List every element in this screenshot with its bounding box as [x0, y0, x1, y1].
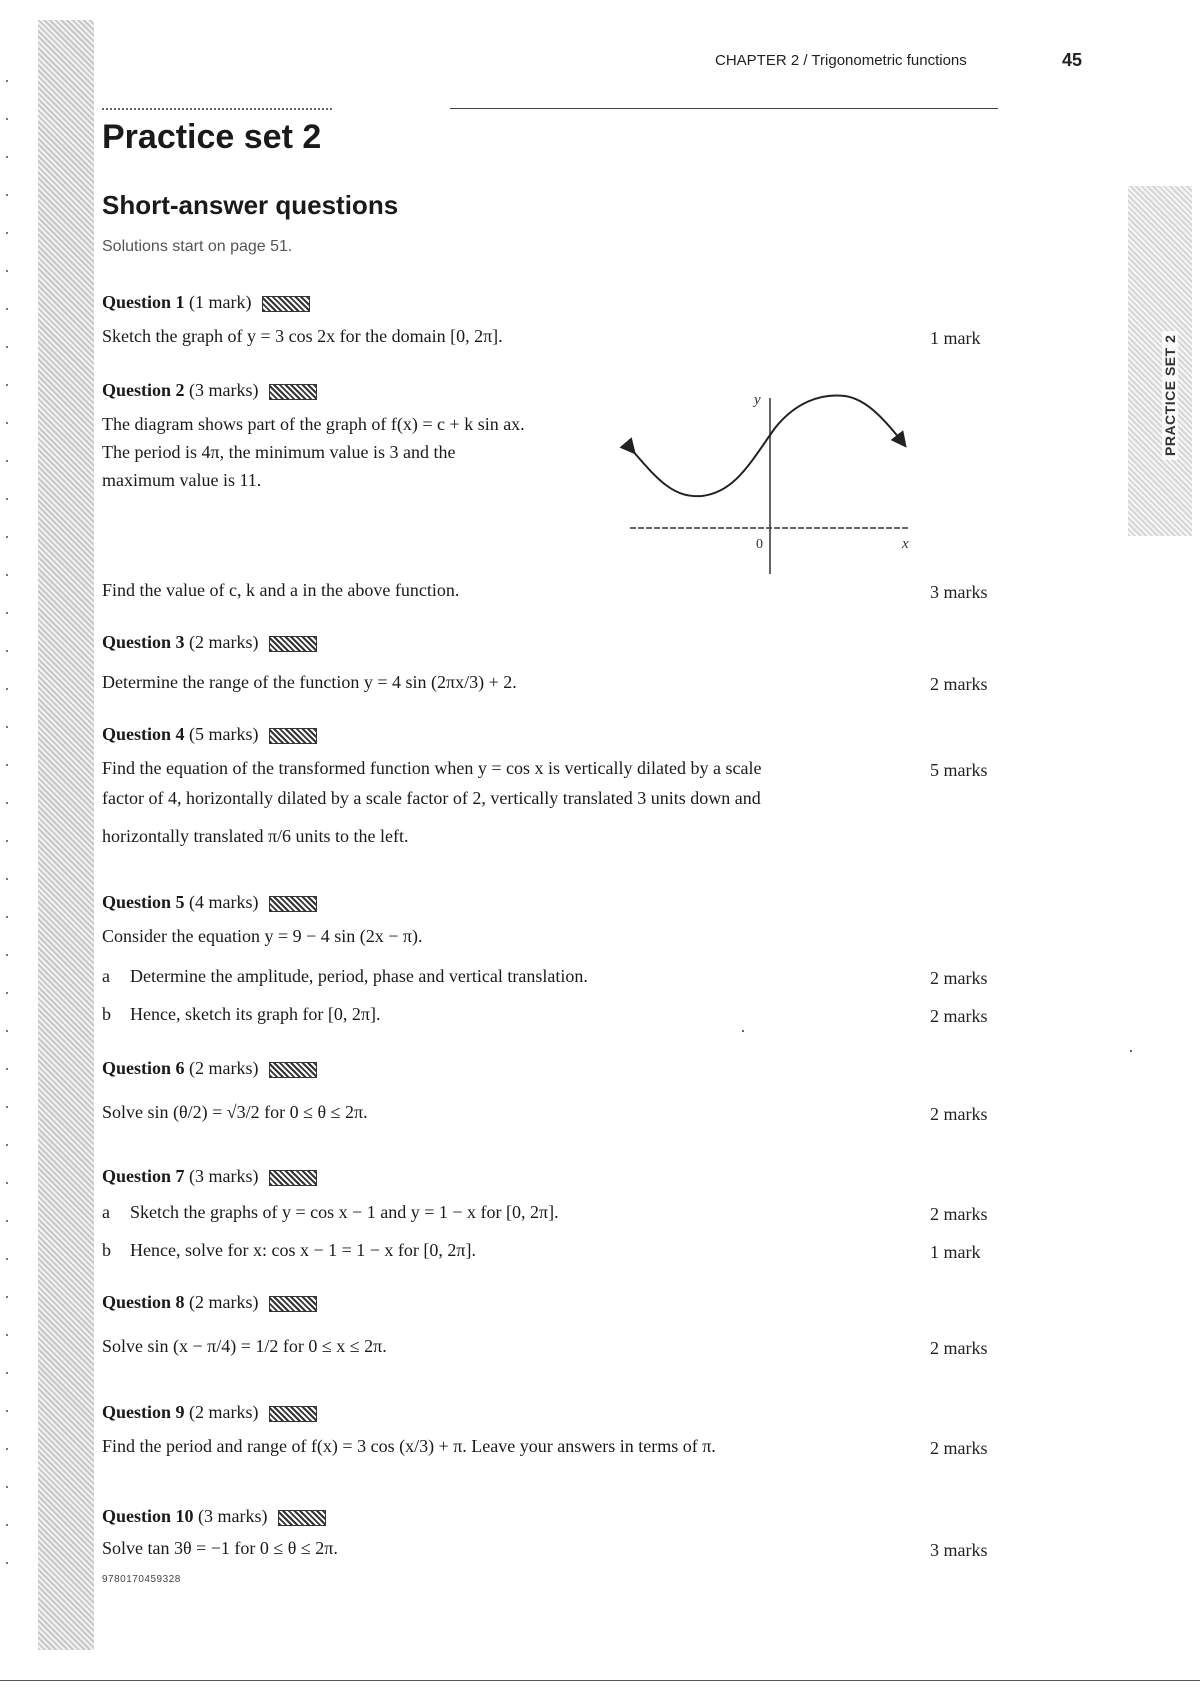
difficulty-icon — [269, 1170, 317, 1186]
question-marks-label: (2 marks) — [189, 1292, 259, 1312]
origin-label: 0 — [756, 537, 763, 552]
question-title: Question 7 — [102, 1166, 185, 1186]
question-4-marks: 5 marks — [930, 760, 988, 780]
part-label: b — [102, 1004, 111, 1024]
question-3-heading — [102, 632, 317, 653]
page-number: 45 — [1062, 50, 1083, 70]
question-9-text: Find the period and range of f(x) = 3 cos (x/3) + π. Leave your answers in terms of π. — [102, 1436, 716, 1456]
part-label: b — [102, 1240, 111, 1260]
question-3-text: Determine the range of the function y = 4 sin (2πx/3) + 2. — [102, 672, 517, 692]
page-bottom-edge — [0, 1680, 1200, 1681]
part-text: Hence, solve for x: cos x − 1 = 1 − x for [0, 2π]. — [130, 1240, 476, 1260]
question-6-heading — [102, 1058, 317, 1079]
part-label: a — [102, 1202, 110, 1222]
question-marks-label: (3 marks) — [198, 1506, 268, 1526]
question-4-text-line-3: horizontally translated π/6 units to the left. — [102, 826, 409, 846]
question-title: Question 3 — [102, 632, 185, 652]
question-2-text-line-2: The period is 4π, the minimum value is 3 and the — [102, 442, 456, 462]
question-9-marks: 2 marks — [930, 1438, 988, 1458]
question-2-text-line-4: Find the value of c, k and a in the above function. — [102, 580, 460, 600]
question-7-part-b — [102, 1240, 476, 1261]
question-7-part-a — [102, 1202, 559, 1223]
question-title: Question 1 — [102, 292, 185, 312]
question-title: Question 4 — [102, 724, 185, 744]
question-1-text: Sketch the graph of y = 3 cos 2x for the domain [0, 2π]. — [102, 326, 503, 346]
page-title: Practice set 2 — [102, 118, 322, 156]
question-4-text-line-2: factor of 4, horizontally dilated by a scale factor of 2, vertically translated 3 units down and — [102, 788, 761, 808]
part-text: Determine the amplitude, period, phase and vertical translation. — [130, 966, 588, 986]
question-marks-label: (2 marks) — [189, 1402, 259, 1422]
question-2-text-line-3: maximum value is 11. — [102, 470, 262, 490]
solutions-note: Solutions start on page 51. — [102, 238, 293, 255]
footer-isbn: 9780170459328 — [102, 1574, 181, 1585]
difficulty-icon — [269, 896, 317, 912]
difficulty-icon — [269, 728, 317, 744]
question-10-marks: 3 marks — [930, 1540, 988, 1560]
question-10-heading — [102, 1506, 326, 1527]
difficulty-icon — [278, 1510, 326, 1526]
question-5-part-a — [102, 966, 588, 987]
question-5-heading — [102, 892, 317, 913]
question-5b-marks: 2 marks — [930, 1006, 988, 1026]
question-marks-label: (4 marks) — [189, 892, 259, 912]
part-label: a — [102, 966, 110, 986]
question-5a-marks: 2 marks — [930, 968, 988, 988]
side-tab-label: PRACTICE SET 2 — [1162, 331, 1178, 460]
header-rule-right — [450, 108, 998, 109]
question-10-text: Solve tan 3θ = −1 for 0 ≤ θ ≤ 2π. — [102, 1538, 338, 1558]
question-title: Question 8 — [102, 1292, 185, 1312]
question-6-text: Solve sin (θ/2) = √3/2 for 0 ≤ θ ≤ 2π. — [102, 1102, 368, 1122]
question-2-marks: 3 marks — [930, 582, 988, 602]
question-6-marks: 2 marks — [930, 1104, 988, 1124]
question-5-text: Consider the equation y = 9 − 4 sin (2x − π). — [102, 926, 423, 946]
question-7a-marks: 2 marks — [930, 1204, 988, 1224]
header-rule-left — [102, 108, 332, 110]
question-1-marks: 1 mark — [930, 328, 981, 348]
question-marks-label: (1 mark) — [189, 292, 252, 312]
scan-margin-marks — [6, 80, 8, 1580]
question-marks-label: (3 marks) — [189, 1166, 259, 1186]
side-tab-background — [1128, 186, 1192, 536]
question-5-part-b — [102, 1004, 381, 1025]
difficulty-icon — [269, 1296, 317, 1312]
y-axis-label: y — [754, 392, 761, 408]
question-7-heading — [102, 1166, 317, 1187]
section-subtitle: Short-answer questions — [102, 190, 399, 220]
sine-graph-diagram — [620, 388, 920, 578]
question-marks-label: (5 marks) — [189, 724, 259, 744]
question-title: Question 9 — [102, 1402, 185, 1422]
difficulty-icon — [269, 636, 317, 652]
difficulty-icon — [262, 296, 310, 312]
question-title: Question 6 — [102, 1058, 185, 1078]
question-2-heading — [102, 380, 317, 401]
question-4-text-line-1: Find the equation of the transformed function when y = cos x is vertically dilated by a scale — [102, 758, 762, 778]
difficulty-icon — [269, 1406, 317, 1422]
question-8-marks: 2 marks — [930, 1338, 988, 1358]
chapter-header: CHAPTER 2 / Trigonometric functions — [715, 52, 967, 69]
part-text: Hence, sketch its graph for [0, 2π]. — [130, 1004, 381, 1024]
question-3-marks: 2 marks — [930, 674, 988, 694]
difficulty-icon — [269, 1062, 317, 1078]
question-marks-label: (2 marks) — [189, 1058, 259, 1078]
sine-curve — [632, 395, 903, 496]
question-8-heading — [102, 1292, 317, 1313]
question-2-text-line-1: The diagram shows part of the graph of f(x) = c + k sin ax. — [102, 414, 525, 434]
question-title: Question 10 — [102, 1506, 194, 1526]
question-9-heading — [102, 1402, 317, 1423]
question-marks-label: (3 marks) — [189, 380, 259, 400]
question-4-heading — [102, 724, 317, 745]
question-title: Question 5 — [102, 892, 185, 912]
question-8-text: Solve sin (x − π/4) = 1/2 for 0 ≤ x ≤ 2π. — [102, 1336, 387, 1356]
x-axis-label: x — [902, 536, 909, 552]
question-1-heading — [102, 292, 310, 313]
question-title: Question 2 — [102, 380, 185, 400]
question-marks-label: (2 marks) — [189, 632, 259, 652]
question-7b-marks: 1 mark — [930, 1242, 981, 1262]
difficulty-icon — [269, 384, 317, 400]
scan-speck — [742, 1030, 744, 1032]
scan-edge-shading — [38, 20, 94, 1650]
part-text: Sketch the graphs of y = cos x − 1 and y = 1 − x for [0, 2π]. — [130, 1202, 559, 1222]
scan-speck — [1130, 1050, 1132, 1052]
